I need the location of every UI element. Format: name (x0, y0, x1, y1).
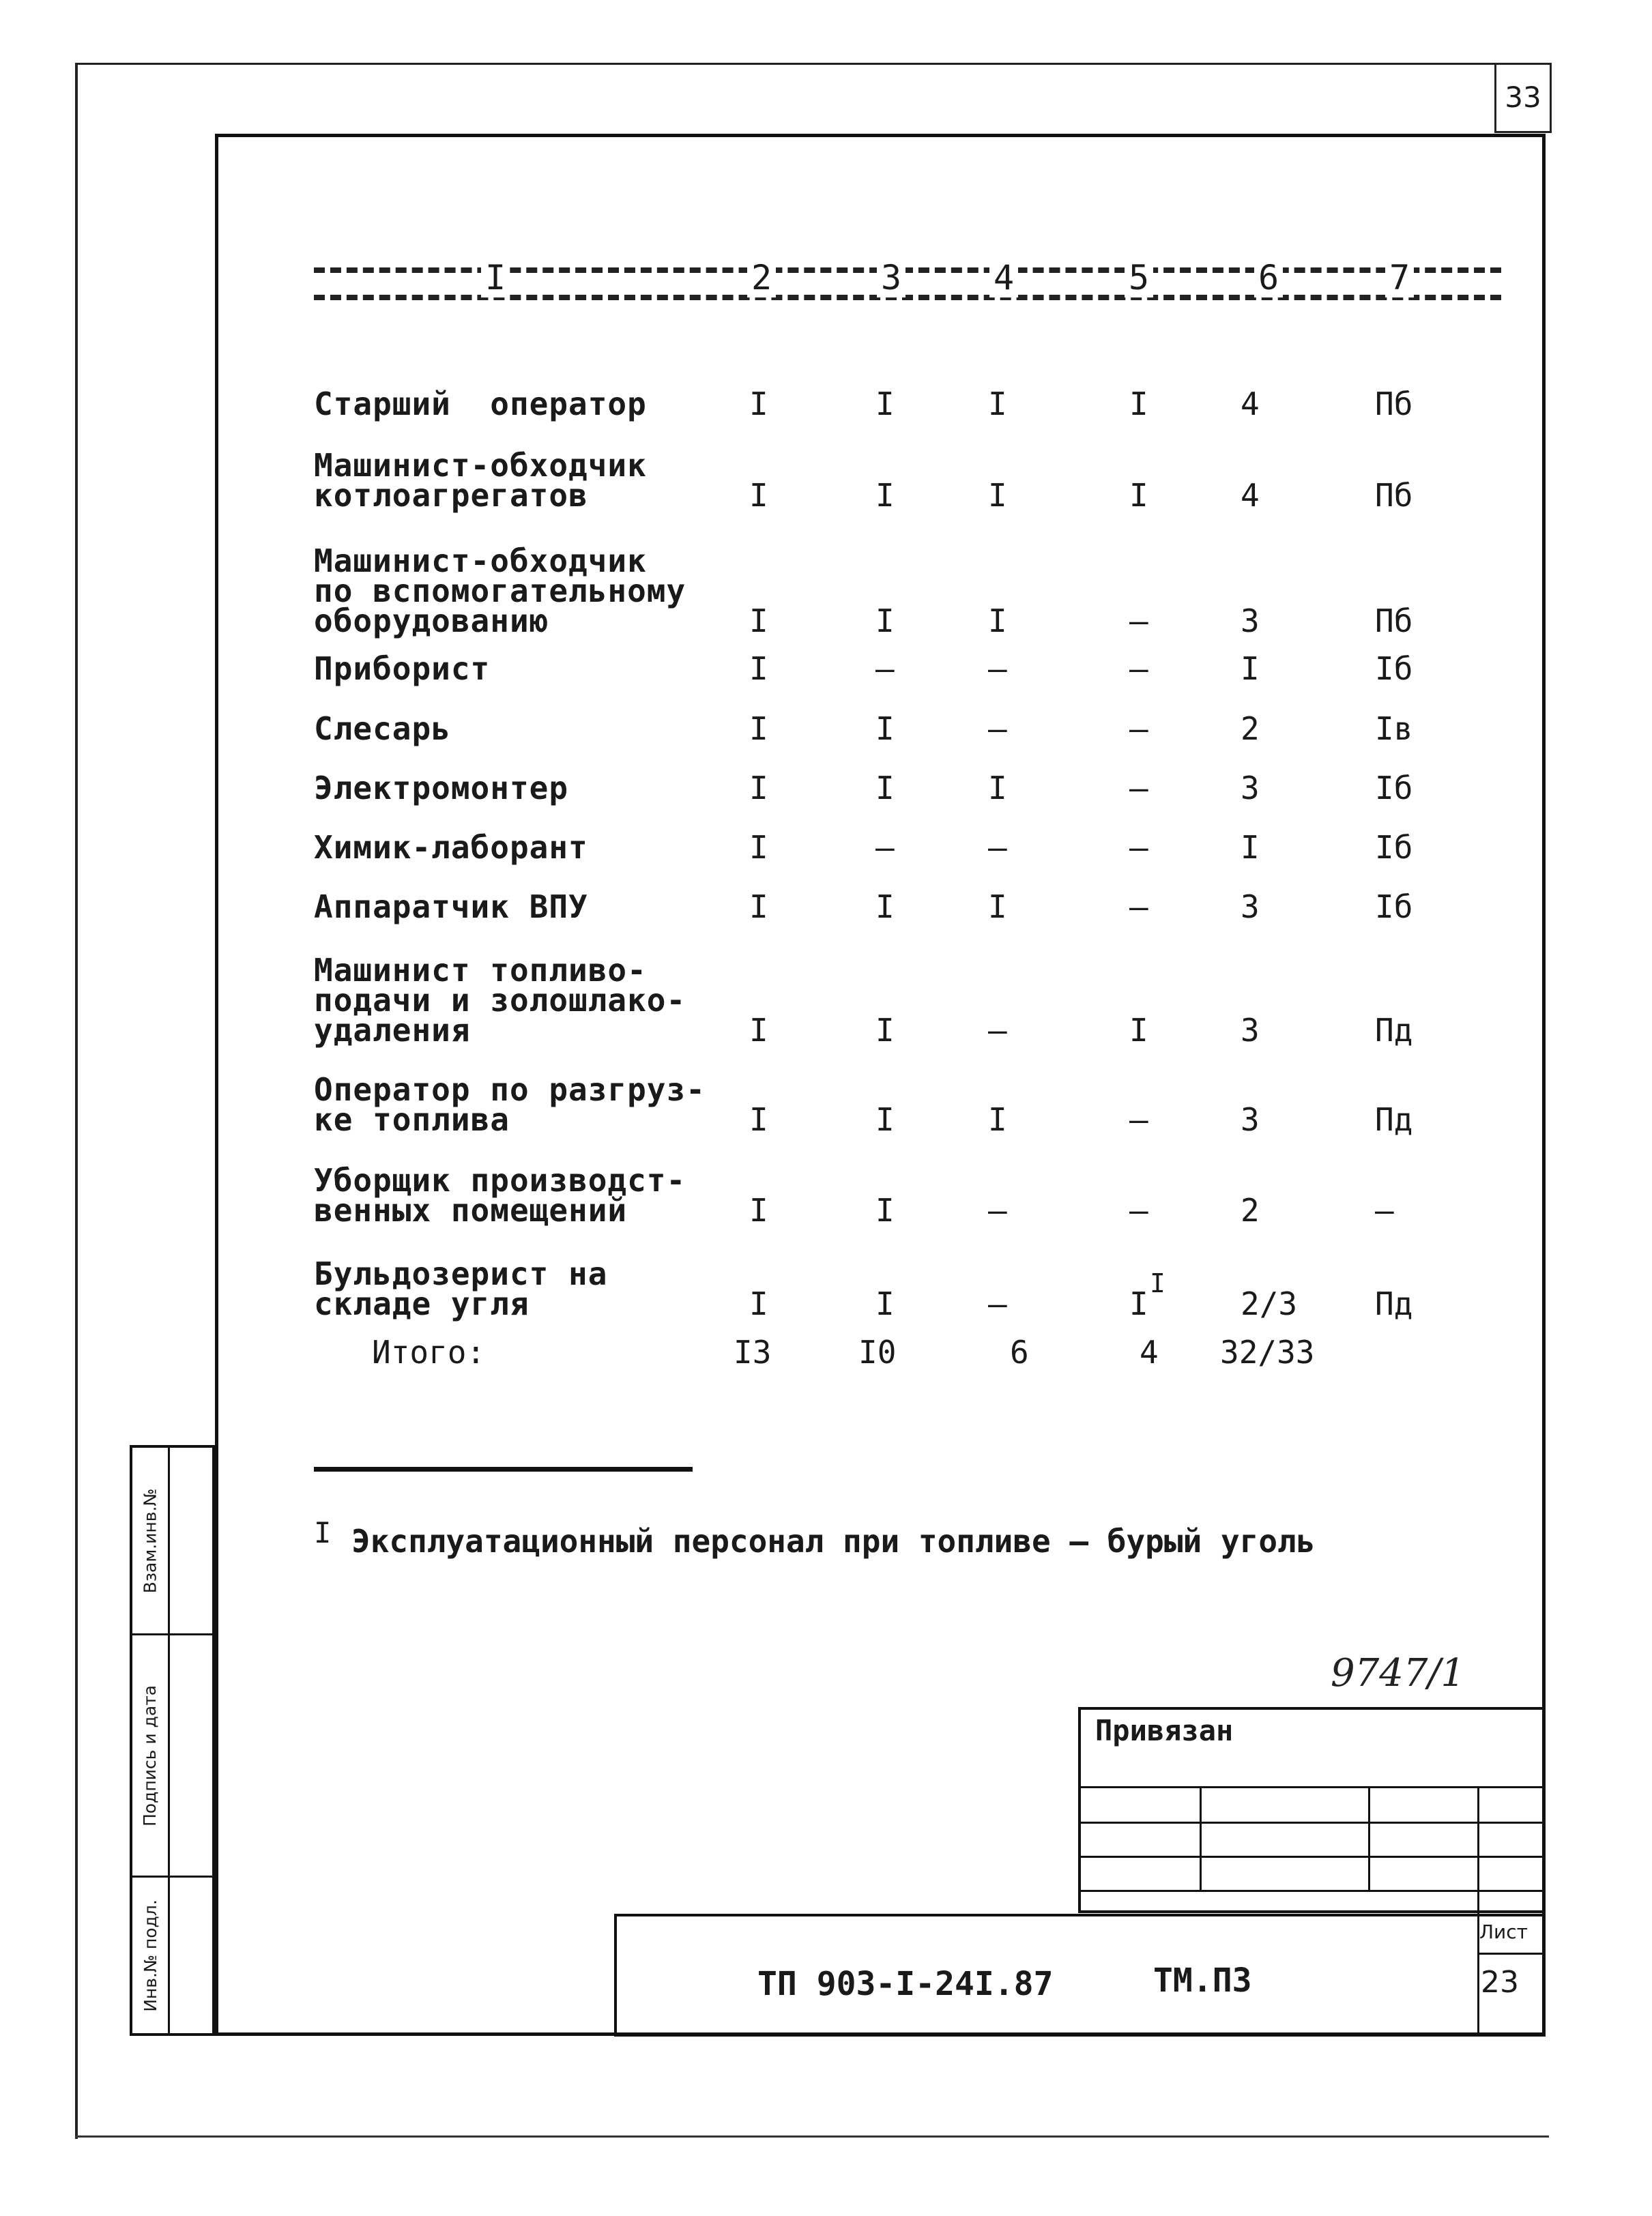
row-col-5: – (1129, 710, 1148, 747)
row-col-2: I (749, 829, 768, 866)
column-header-3: 3 (877, 258, 905, 297)
row-role: Слесарь (314, 710, 451, 747)
row-role: Оператор по разгруз- ке топлива (314, 1071, 706, 1138)
document-code: ТП 903-I-24I.87 (757, 1965, 1054, 2003)
sheet-label: Лист (1479, 1921, 1528, 1943)
row-col-4: – (988, 650, 1007, 687)
row-col-7: Iб (1375, 650, 1413, 687)
row-col-5: – (1129, 602, 1148, 639)
document-mark: ТМ.ПЗ (1153, 1962, 1252, 2000)
row-col-5: – (1129, 1101, 1148, 1138)
row-role: Электромонтер (314, 770, 569, 806)
row-col-2: I (749, 1101, 768, 1138)
row-col-7: Iб (1375, 770, 1413, 806)
row-col-2: I (749, 1192, 768, 1229)
footnote-mark: I (314, 1516, 332, 1549)
row-col-7: Iб (1375, 888, 1413, 925)
footnote-text: Эксплуатационный персонал при топливе – бурый уголь (351, 1523, 1316, 1560)
row-col-4: I (988, 602, 1007, 639)
row-col-6: 3 (1241, 888, 1260, 925)
column-header-6: 6 (1254, 258, 1283, 297)
row-col-3: I (875, 1101, 895, 1138)
row-col-6: 3 (1241, 602, 1260, 639)
row-col-5: I (1129, 1012, 1148, 1049)
row-role: Старший оператор (314, 385, 647, 422)
total-col-2: I3 (734, 1334, 772, 1371)
row-col-3: I (875, 1192, 895, 1229)
row-col-4: – (988, 1285, 1007, 1322)
binding-rule (1078, 1890, 1546, 1892)
total-col-5: 4 (1140, 1334, 1159, 1371)
row-role: Уборщик производст- венных помещений (314, 1162, 686, 1229)
stamp-label-vzam: Взам.инв.№ (140, 1488, 160, 1593)
row-col-3: I (875, 385, 895, 422)
row-col-2: I (749, 888, 768, 925)
row-col-7: – (1375, 1192, 1394, 1229)
row-col-5: – (1129, 829, 1148, 866)
row-col-5: I (1129, 477, 1148, 514)
binding-rule (1078, 1856, 1546, 1858)
outer-frame-bottom (75, 2135, 1549, 2138)
row-col-4: I (988, 770, 1007, 806)
row-col-4: I (988, 1101, 1007, 1138)
row-col-2: I (749, 602, 768, 639)
row-col-2: I (749, 1012, 768, 1049)
row-col-4: I (988, 477, 1007, 514)
row-col-2: I (749, 1285, 768, 1322)
binding-rule (1078, 1822, 1546, 1824)
binding-label: Привязан (1095, 1714, 1234, 1747)
row-col-2: I (749, 650, 768, 687)
sheet-number: 23 (1481, 1965, 1519, 2000)
total-col-3: I0 (858, 1334, 897, 1371)
row-col-4: – (988, 829, 1007, 866)
row-col-6: 4 (1241, 385, 1260, 422)
row-col-3: I (875, 1012, 895, 1049)
row-col-4: – (988, 1192, 1007, 1229)
stamp-column (130, 1445, 215, 2036)
row-col-5: I (1129, 385, 1148, 422)
row-col-6: 3 (1241, 1012, 1260, 1049)
row-col-6: 3 (1241, 770, 1260, 806)
row-col-7: Iб (1375, 829, 1413, 866)
stamp-cell-vzam (132, 1448, 170, 1633)
row-col-6: 2 (1241, 710, 1260, 747)
stamp-cell-inv (132, 1878, 170, 2033)
total-col-4: 6 (1010, 1334, 1029, 1371)
row-col-7: Iв (1375, 710, 1413, 747)
row-role: Машинист-обходчик котлоагрегатов (314, 447, 647, 514)
row-col-7: Пб (1375, 385, 1413, 422)
row-col-3: I (875, 770, 895, 806)
total-col-6: 32/33 (1220, 1334, 1315, 1371)
row-role: Бульдозерист на складе угля (314, 1255, 608, 1322)
row-role: Химик-лаборант (314, 829, 588, 866)
column-header-7: 7 (1385, 258, 1414, 297)
handwritten-archive-number: 9747/1 (1331, 1651, 1466, 1695)
row-col-2: I (749, 477, 768, 514)
row-col-6: 2 (1241, 1192, 1260, 1229)
column-header-4: 4 (989, 258, 1018, 297)
row-col-5: – (1129, 650, 1148, 687)
column-header-2: 2 (747, 258, 776, 297)
page-number: 33 (1494, 63, 1552, 133)
row-col-5: – (1129, 1192, 1148, 1229)
row-col-7: Пб (1375, 477, 1413, 514)
row-col-2: I (749, 385, 768, 422)
row-role: Машинист топливо- подачи и золошлако- удаления (314, 952, 686, 1049)
row-col-5: – (1129, 770, 1148, 806)
row-role: Машинист-обходчик по вспомогательному оборудованию (314, 542, 686, 639)
row-col-4: I (988, 385, 1007, 422)
row-col-3: – (875, 829, 895, 866)
column-header-5: 5 (1125, 258, 1153, 297)
binding-rule (1368, 1786, 1370, 1890)
stamp-label-podpis: Подпись и дата (140, 1685, 160, 1826)
footnote-separator (314, 1467, 693, 1472)
binding-rule (1078, 1786, 1546, 1788)
row-col-6: 4 (1241, 477, 1260, 514)
row-col-7: Пд (1375, 1285, 1413, 1322)
document-code-block (614, 1914, 1546, 2037)
row-col-7: Пд (1375, 1012, 1413, 1049)
column-header-1: I (481, 258, 510, 297)
sheet-rule (1477, 1953, 1546, 1955)
row-col-6: 3 (1241, 1101, 1260, 1138)
row-col-4: I (988, 888, 1007, 925)
row-col-6: I (1241, 829, 1260, 866)
stamp-label-inv: Инв.№ подл. (140, 1899, 160, 2012)
row-role: Аппаратчик ВПУ (314, 888, 588, 925)
row-col-2: I (749, 770, 768, 806)
row-col-3: I (875, 1285, 895, 1322)
binding-rule (1200, 1786, 1202, 1890)
row-col-3: I (875, 477, 895, 514)
row-role: Прибориcт (314, 650, 491, 687)
row-col-5: – (1129, 888, 1148, 925)
stamp-cell-podpis (132, 1635, 170, 1876)
row-col-2: I (749, 710, 768, 747)
row-col-4: – (988, 710, 1007, 747)
row-col-3: – (875, 650, 895, 687)
footnote-reference: I (1150, 1268, 1165, 1298)
row-col-6: I (1241, 650, 1260, 687)
row-col-3: I (875, 710, 895, 747)
row-col-6: 2/3 (1241, 1285, 1298, 1322)
row-col-7: Пб (1375, 602, 1413, 639)
row-col-5: I (1129, 1285, 1148, 1322)
row-col-7: Пд (1375, 1101, 1413, 1138)
total-label: Итого: (372, 1334, 486, 1371)
row-col-3: I (875, 602, 895, 639)
row-col-3: I (875, 888, 895, 925)
row-col-4: – (988, 1012, 1007, 1049)
